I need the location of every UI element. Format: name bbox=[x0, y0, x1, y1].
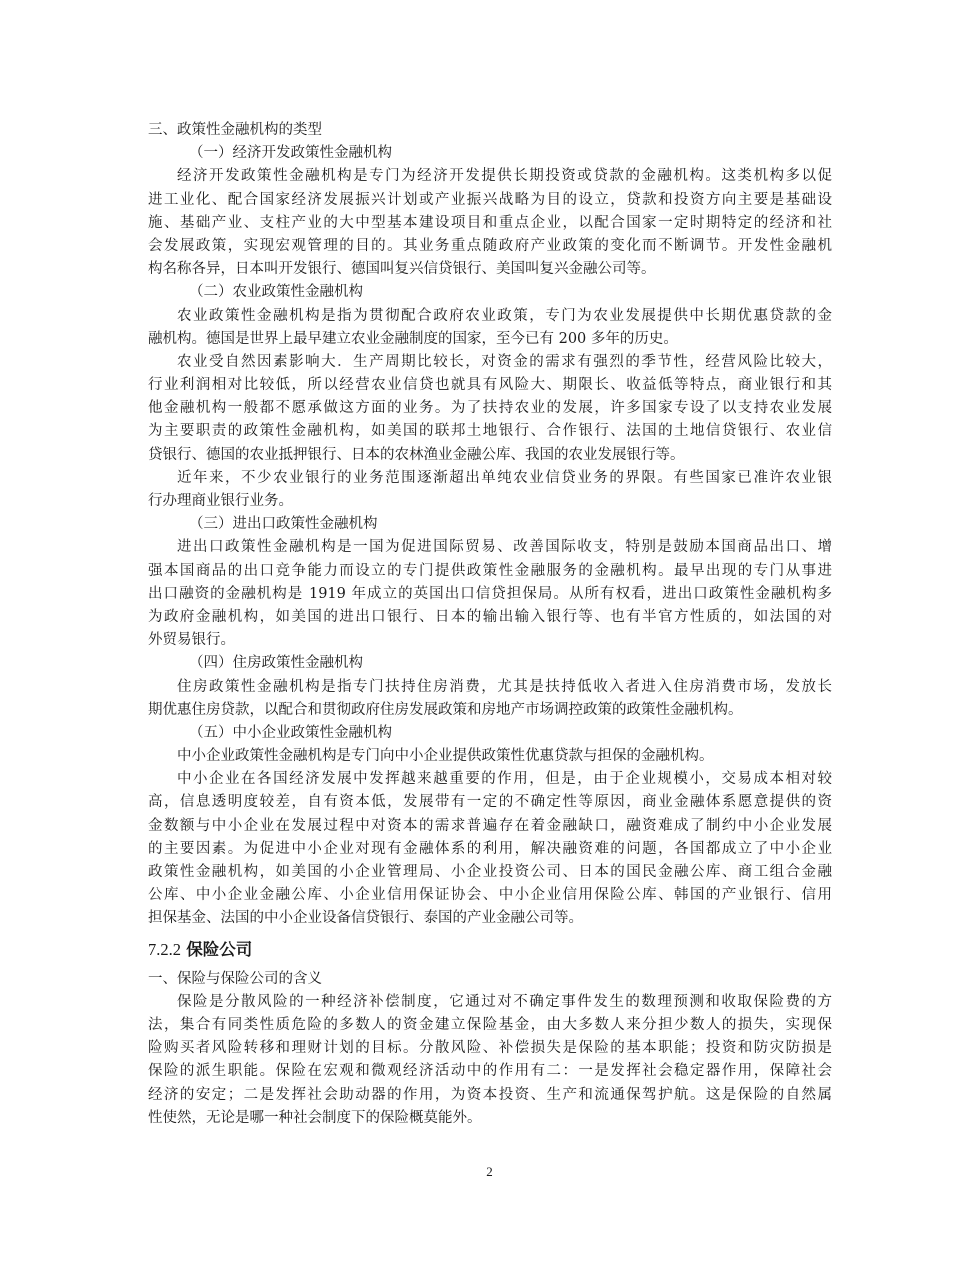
text-line: 进工业化、配合国家经济发展振兴计划或产业振兴战略为目的设立，贷款和投资方向主要是基础设 bbox=[148, 191, 832, 208]
text-line: 会发展政策，实现宏观管理的目的。其业务重点随政府产业政策的变化而不断调节。开发性金融机 bbox=[148, 237, 832, 254]
text-line: 农业政策性金融机构是指为贯彻配合政府农业政策，专门为农业发展提供中长期优惠贷款的金 bbox=[177, 307, 832, 324]
text-line: （二）农业政策性金融机构 bbox=[189, 284, 363, 301]
paragraph bbox=[148, 351, 832, 467]
text-line: 政策性金融机构，如美国的小企业管理局、小企业投资公司、日本的国民金融公库、商工组合金融 bbox=[148, 864, 832, 880]
text-line: 担保基金、法国的中小企业设备信贷银行、泰国的产业金融公司等。 bbox=[148, 910, 583, 927]
text-line: 保险是分散风险的一种经济补偿制度，它通过对不确定事件发生的数理预测和收取保险费的方 bbox=[177, 993, 832, 1010]
text-line: 中小企业在各国经济发展中发挥越来越重要的作用，但是，由于企业规模小，交易成本相对较 bbox=[177, 771, 832, 788]
text-line: 他金融机构一般都不愿承做这方面的业务。为了扶持农业的发展，许多国家专设了以支持农业发展 bbox=[148, 400, 832, 417]
text-line: （一）经济开发政策性金融机构 bbox=[189, 145, 392, 162]
paragraph bbox=[148, 745, 832, 768]
text-line: 法，集合有同类性质危险的多数人的资金建立保险基金，由大多数人来分担少数人的损失，实现保 bbox=[148, 1016, 832, 1033]
section-title: 保险公司 bbox=[186, 939, 253, 959]
heading bbox=[148, 968, 832, 991]
text-line: 为主要职责的政策性金融机构，如美国的联邦土地银行、合作银行、法国的土地信贷银行、农业信 bbox=[148, 423, 832, 440]
text-line: 三、政策性金融机构的类型 bbox=[148, 122, 322, 138]
text-line: 公库、中小企业金融公库、小企业信用保证协会、中小企业信用保险公库、韩国的产业银行、信用 bbox=[148, 887, 832, 904]
text-line: 期优惠住房贷款，以配合和贯彻政府住房发展政策和房地产市场调控政策的政策性金融机构。 bbox=[148, 701, 743, 718]
section-number: 7.2.2 bbox=[148, 939, 181, 959]
text-line: （三）进出口政策性金融机构 bbox=[189, 516, 378, 533]
text-line: 险购买者风险转移和理财计划的目标。分散风险、补偿损失是保险的基本职能；投资和防灾防损是 bbox=[148, 1040, 832, 1057]
subheading bbox=[148, 281, 832, 304]
text-line: 近年来，不少农业银行的业务范围逐渐超出单纯农业信贷业务的界限。有些国家已准许农业银 bbox=[177, 469, 832, 486]
document-body bbox=[148, 119, 832, 1130]
paragraph bbox=[148, 467, 832, 513]
heading bbox=[148, 119, 832, 142]
paragraph bbox=[148, 536, 832, 652]
subheading bbox=[148, 142, 832, 165]
subheading bbox=[148, 513, 832, 536]
text-line: 经济的安定；二是发挥社会助动器的作用，为资本投资、生产和流通保驾护航。这是保险的自然属 bbox=[148, 1086, 832, 1103]
text-line: 的主要因素。为促进中小企业对现有金融体系的利用，解决融资难的问题，各国都成立了中小企业 bbox=[148, 840, 832, 857]
text-line: 经济开发政策性金融机构是专门为经济开发提供长期投资或贷款的金融机构。这类机构多以促 bbox=[177, 168, 832, 185]
text-line: 为政府金融机构，如美国的进出口银行、日本的输出输入银行等、也有半官方性质的，如法国的对 bbox=[148, 608, 832, 625]
text-line: 外贸易银行。 bbox=[148, 632, 235, 649]
text-line: 农业受自然因素影响大．生产周期比较长，对资金的需求有强烈的季节性，经营风险比较大， bbox=[177, 353, 832, 370]
text-line: 行业利润相对比较低，所以经营农业信贷也就具有风险大、期限长、收益低等特点，商业银行和其 bbox=[148, 377, 832, 394]
text-line: 一、保险与保险公司的含义 bbox=[148, 970, 322, 987]
text-line: 融机构。德国是世界上最早建立农业金融制度的国家，至今已有 200 多年的历史。 bbox=[148, 330, 678, 347]
text-line: 出口融资的金融机构是 1919 年成立的英国出口信贷担保局。从所有权看，进出口政策性金融机构多 bbox=[148, 585, 832, 602]
text-line: 贷银行、德国的农业抵押银行、日本的农林渔业金融公库、我国的农业发展银行等。 bbox=[148, 446, 685, 463]
text-line: 性使然，无论是哪一种社会制度下的保险概莫能外。 bbox=[148, 1109, 482, 1126]
paragraph bbox=[148, 991, 832, 1130]
text-line: 进出口政策性金融机构是一国为促进国际贸易、改善国际收支，特别是鼓励本国商品出口、增 bbox=[177, 539, 832, 556]
text-line: （四）住房政策性金融机构 bbox=[189, 655, 363, 672]
subheading bbox=[148, 652, 832, 675]
text-line: 中小企业政策性金融机构是专门向中小企业提供政策性优惠贷款与担保的金融机构。 bbox=[177, 748, 714, 765]
subheading bbox=[148, 722, 832, 745]
paragraph bbox=[148, 165, 832, 281]
text-line: 高，信息透明度较差，自有资本低，发展带有一定的不确定性等原因，商业金融体系愿意提供的资 bbox=[148, 794, 832, 811]
text-line: 施、基础产业、支柱产业的大中型基本建设项目和重点企业，以配合国家一定时期特定的经济和社 bbox=[148, 214, 832, 231]
page-number: 2 bbox=[486, 1164, 493, 1179]
text-line: 构名称各异，日本叫开发银行、德国叫复兴信贷银行、美国叫复兴金融公司等。 bbox=[148, 261, 656, 278]
paragraph bbox=[148, 305, 832, 351]
text-line: 住房政策性金融机构是指专门扶持住房消费，尤其是扶持低收入者进入住房消费市场，发放长 bbox=[177, 678, 832, 695]
paragraph bbox=[148, 676, 832, 722]
text-line: 行办理商业银行业务。 bbox=[148, 493, 293, 509]
text-line: 保险的派生职能。保险在宏观和微观经济活动中的作用有二：一是发挥社会稳定器作用，保障社会 bbox=[148, 1063, 832, 1080]
text-line: 强本国商品的出口竞争能力而设立的专门提供政策性金融服务的金融机构。最早出现的专门从事进 bbox=[148, 562, 832, 579]
paragraph bbox=[148, 768, 832, 930]
section-heading bbox=[148, 935, 832, 964]
text-line: 金数额与中小企业在发展过程中对资本的需求普遍存在着金融缺口，融资难成了制约中小企业发展 bbox=[148, 817, 832, 834]
text-line: （五）中小企业政策性金融机构 bbox=[189, 724, 392, 741]
